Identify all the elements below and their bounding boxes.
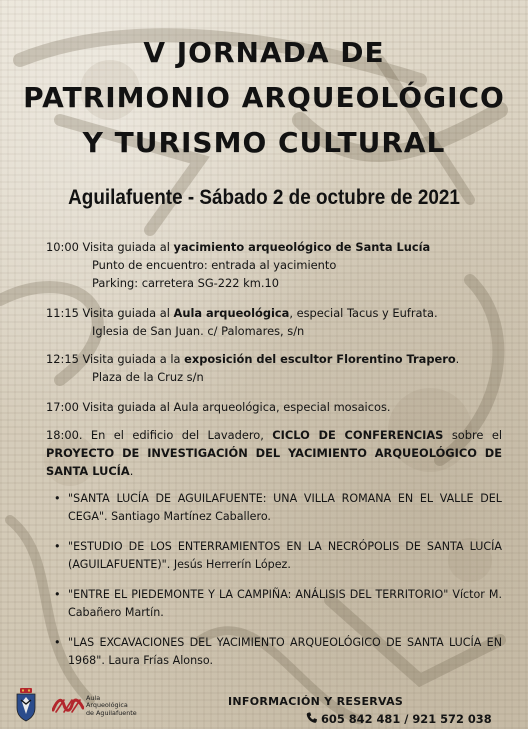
aula-logo-icon bbox=[52, 696, 84, 714]
parking-info: Parking: carretera SG-222 km.10 bbox=[92, 276, 279, 290]
schedule-line: 12:15 Visita guiada a la exposición del escultor Florentino Trapero. bbox=[46, 352, 460, 366]
location: Iglesia de San Juan. c/ Palomares, s/n bbox=[92, 324, 305, 338]
highlight: exposición del escultor Florentino Trapero bbox=[184, 352, 456, 366]
time: 18:00. bbox=[46, 428, 83, 442]
highlight: Aula arqueológica bbox=[173, 306, 290, 320]
phone-numbers[interactable]: 605 842 481 / 921 572 038 bbox=[306, 712, 492, 726]
schedule-item-1215 bbox=[46, 350, 502, 386]
schedule-item-1115 bbox=[46, 304, 502, 340]
title-line-3: Y TURISMO CULTURAL bbox=[82, 126, 446, 159]
list-item: • "LAS EXCAVACIONES DEL YACIMIENTO ARQUEOLÓGICO DE SANTA LUCÍA EN 1968". Laura Frías Alonso. bbox=[54, 634, 502, 670]
schedule-line: 17:00 Visita guiada al Aula arqueológica, especial mosaicos. bbox=[46, 400, 391, 414]
conference-talks-list bbox=[54, 490, 502, 682]
schedule-item-1700 bbox=[46, 398, 502, 416]
highlight: yacimiento arqueológico de Santa Lucía bbox=[173, 240, 431, 254]
event-date-subtitle: Aguilafuente - Sábado 2 de octubre de 2021 bbox=[68, 186, 460, 209]
schedule-line: 11:15 Visita guiada al Aula arqueológica, especial Tacus y Eufrata. bbox=[46, 306, 438, 320]
time: 17:00 bbox=[46, 400, 79, 414]
phone-icon bbox=[306, 712, 318, 724]
time: 10:00 bbox=[46, 240, 79, 254]
highlight: CICLO DE CONFERENCIAS bbox=[272, 428, 444, 442]
time: 12:15 bbox=[46, 352, 79, 366]
schedule-item-1000 bbox=[46, 238, 502, 292]
schedule-line: 10:00 Visita guiada al yacimiento arqueológico de Santa Lucía bbox=[46, 240, 431, 254]
time: 11:15 bbox=[46, 306, 79, 320]
meeting-point: Punto de encuentro: entrada al yacimiento bbox=[92, 258, 337, 272]
list-item: • "ENTRE EL PIEDEMONTE Y LA CAMPIÑA: ANÁLISIS DEL TERRITORIO" Víctor M. Cabañero Martín. bbox=[54, 586, 502, 622]
title-line-2: PATRIMONIO ARQUEOLÓGICO bbox=[23, 81, 505, 114]
aula-logo-text: Aula Arqueológica de Aguilafuente bbox=[86, 694, 137, 717]
list-item: • "SANTA LUCÍA DE AGUILAFUENTE: UNA VILLA ROMANA EN EL VALLE DEL CEGA". Santiago Martínez Caballero. bbox=[54, 490, 502, 526]
highlight: PROYECTO DE INVESTIGACIÓN DEL YACIMIENTO ARQUEOLÓGICO DE SANTA LUCÍA bbox=[46, 446, 502, 478]
title-line-1: V JORNADA DE bbox=[143, 36, 385, 69]
location: Plaza de la Cruz s/n bbox=[92, 370, 204, 384]
coat-of-arms-icon bbox=[14, 688, 38, 722]
schedule-item-1800: 18:00. En el edificio del Lavadero, CICLO DE CONFERENCIAS sobre el PROYECTO DE INVESTIGACIÓN DEL YACIMIENTO ARQUEOLÓGICO DE SANTA LUCÍA. bbox=[46, 428, 502, 478]
info-reservations-label: INFORMACIÓN Y RESERVAS bbox=[228, 695, 404, 708]
footer-logos bbox=[14, 688, 154, 722]
poster-title bbox=[0, 30, 528, 165]
list-item: • "ESTUDIO DE LOS ENTERRAMIENTOS EN LA NECRÓPOLIS DE SANTA LUCÍA (AGUILAFUENTE)". Jesús Herrerín López. bbox=[54, 538, 502, 574]
